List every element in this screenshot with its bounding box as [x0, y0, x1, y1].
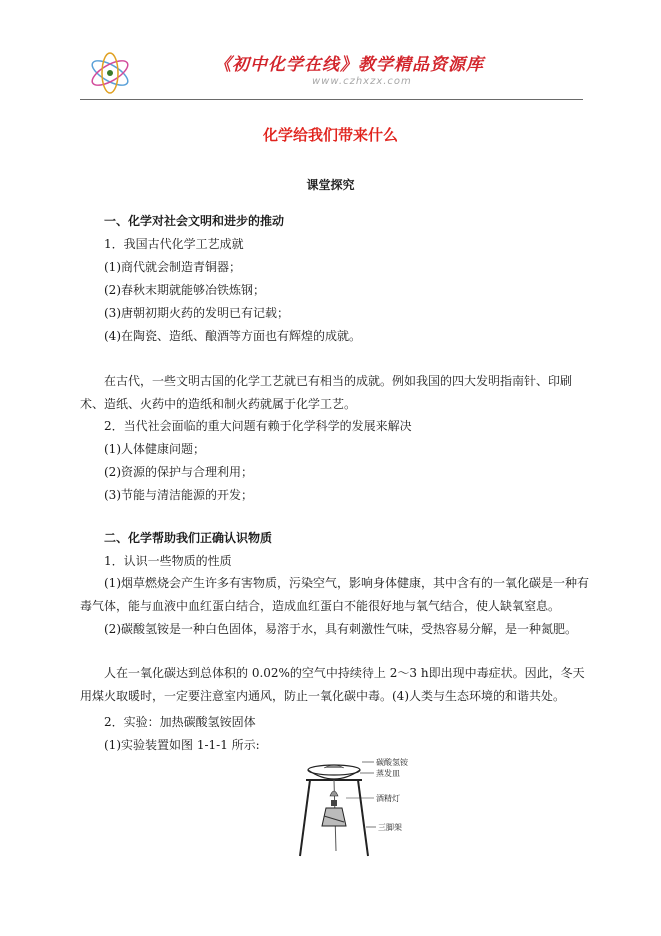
list-item: (2)资源的保护与合理利用； [104, 465, 253, 479]
section1-item1-title: 1．我国古代化学工艺成就 [104, 237, 244, 251]
alcohol-lamp-icon [322, 791, 346, 826]
section1-heading: 一、化学对社会文明和进步的推动 [104, 214, 285, 228]
section2-heading: 二、化学帮助我们正确认识物质 [104, 531, 273, 545]
paragraph-ammonium [80, 618, 592, 641]
paragraph-carbon-monoxide [80, 662, 592, 708]
section2-item1-title: 1．认识一些物质的性质 [104, 554, 232, 568]
list-item: (3)节能与清洁能源的开发； [104, 488, 253, 502]
paragraph-smoke [80, 572, 592, 618]
section-subtitle: 课堂探究 [306, 178, 355, 192]
header-divider [80, 99, 583, 100]
list-item: (1)商代就会制造青铜器； [104, 260, 241, 274]
section2-item2-sub: (1)实验装置如图 1-1-1 所示: [104, 738, 260, 752]
banner-title: 《初中化学在线》教学精品资源库 [214, 55, 484, 75]
atom-logo-icon [86, 50, 134, 96]
header-banner [80, 44, 583, 100]
section2-item2-title: 2．实验：加热碳酸氢铵固体 [104, 715, 256, 729]
list-item: (4)在陶瓷、造纸、酿酒等方面也有辉煌的成就。 [104, 329, 361, 343]
paragraph-text: 人在一氧化碳达到总体积的 0.02%的空气中持续待上 2～3 h即出现中毒症状。因此，冬天用煤火取暖时，一定要注意室内通风，防止一氧化碳中毒。(4)人类与生态环境的和谐共处。 [80, 666, 585, 703]
section1-item2-title: 2．当代社会面临的重大问题有赖于化学科学的发展来解决 [104, 419, 412, 433]
figure-label: 碳酸氢铵 [376, 758, 408, 767]
figure-label: 三脚架 [378, 823, 402, 832]
page-title: 化学给我们带来什么 [262, 126, 398, 144]
paragraph-text: (2)碳酸氢铵是一种白色固体，易溶于水，具有刺激性气味，受热容易分解，是一种氮肥。 [104, 622, 578, 636]
evaporating-dish-icon [308, 765, 360, 779]
paragraph-text: (1)烟草燃烧会产生许多有害物质，污染空气，影响身体健康，其中含有的一氧化碳是一种有毒气体，能与血液中血红蛋白结合，造成血红蛋白不能很好地与氧气结合，使人缺氧窒息。 [80, 576, 590, 613]
paragraph-ancient-crafts [80, 370, 592, 416]
figure-label: 酒精灯 [376, 794, 400, 803]
banner-url[interactable]: www.czhxzx.com [312, 76, 412, 87]
apparatus-figure [296, 756, 416, 861]
paragraph-text: 在古代，一些文明古国的化学工艺就已有相当的成就。例如我国的四大发明指南针、印刷术、造纸、火药中的造纸和制火药就属于化学工艺。 [80, 374, 573, 411]
list-item: (2)春秋末期就能够冶铁炼钢； [104, 283, 265, 297]
figure-label: 蒸发皿 [376, 769, 400, 778]
list-item: (3)唐朝初期火药的发明已有记载； [104, 306, 289, 320]
list-item: (1)人体健康问题； [104, 442, 205, 456]
